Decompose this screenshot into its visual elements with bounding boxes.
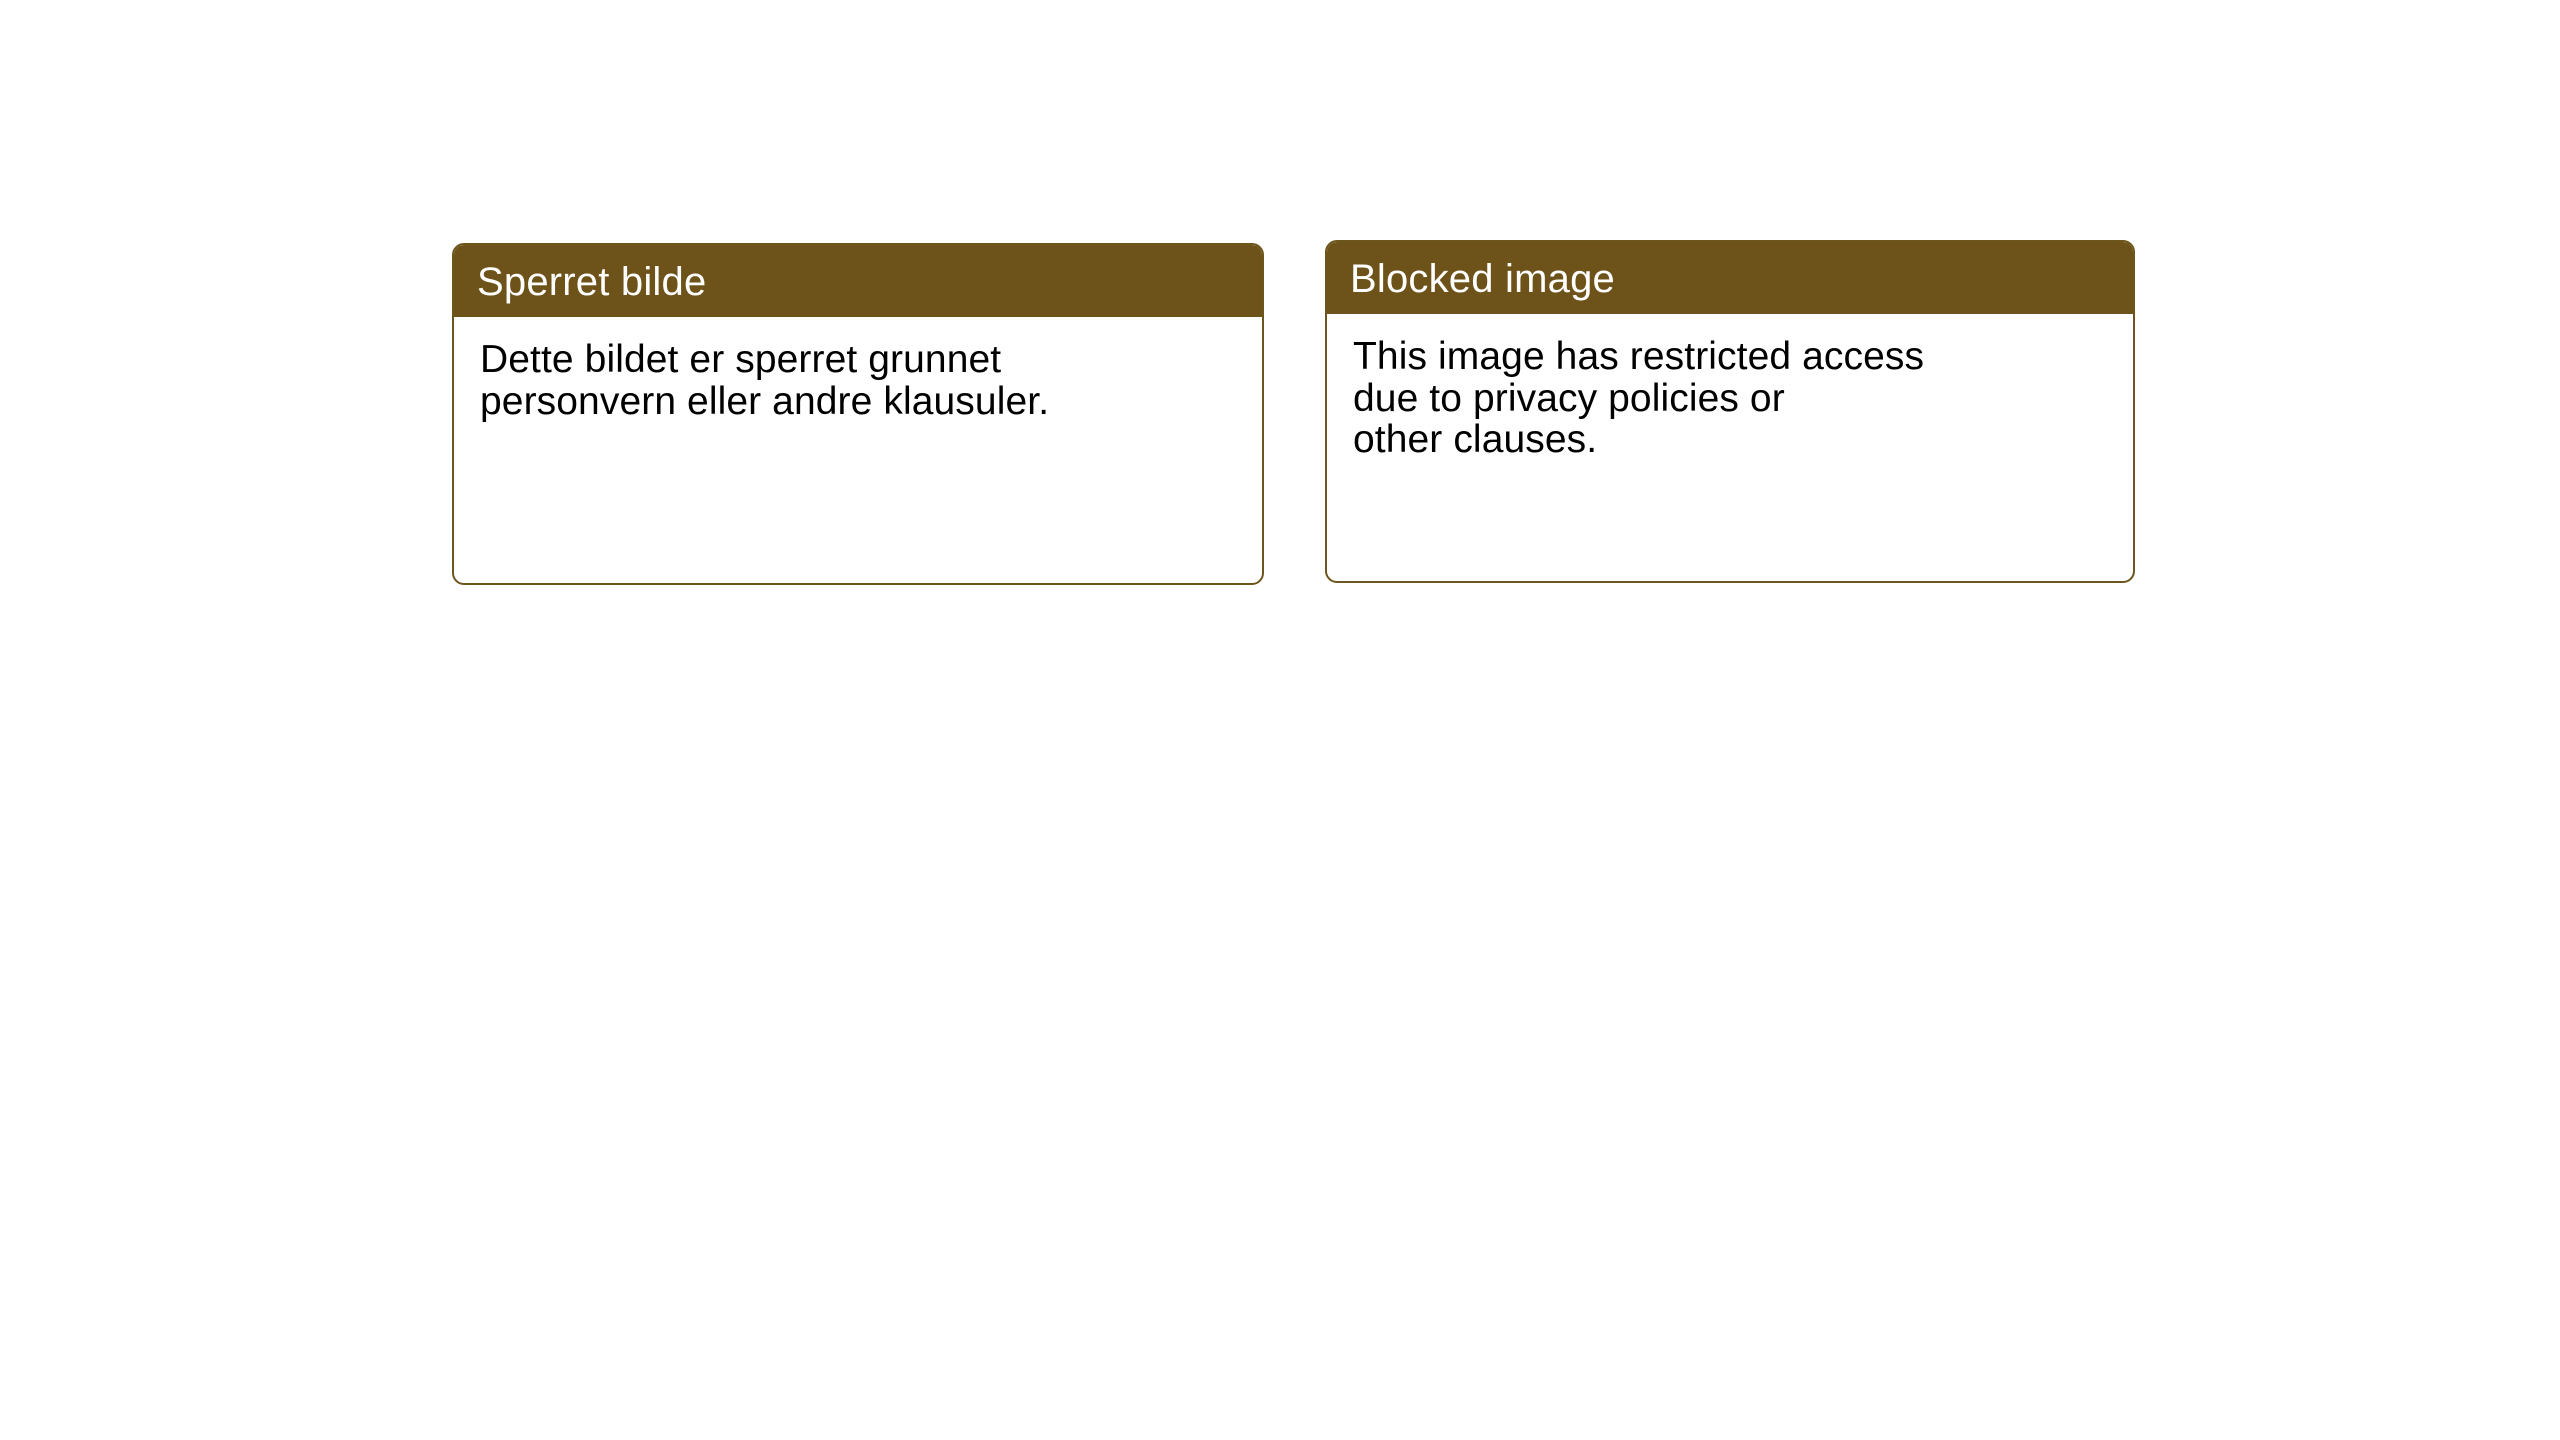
notice-title-english: Blocked image	[1327, 242, 2133, 314]
notice-title-norwegian: Sperret bilde	[454, 245, 1262, 317]
notice-body-english	[1327, 314, 2133, 461]
notice-body-line: This image has restricted access	[1353, 335, 1925, 378]
notice-body-line: personvern eller andre klausuler.	[480, 379, 1050, 423]
blocked-image-notice-english	[1325, 240, 2135, 583]
notice-body-norwegian	[454, 317, 1262, 422]
notice-body-line: other clauses.	[1353, 418, 1598, 462]
notice-body-line: due to privacy policies or	[1353, 376, 1785, 420]
notice-body-line: Dette bildet er sperret grunnet	[480, 338, 1002, 381]
blocked-image-notice-norwegian	[452, 243, 1264, 585]
